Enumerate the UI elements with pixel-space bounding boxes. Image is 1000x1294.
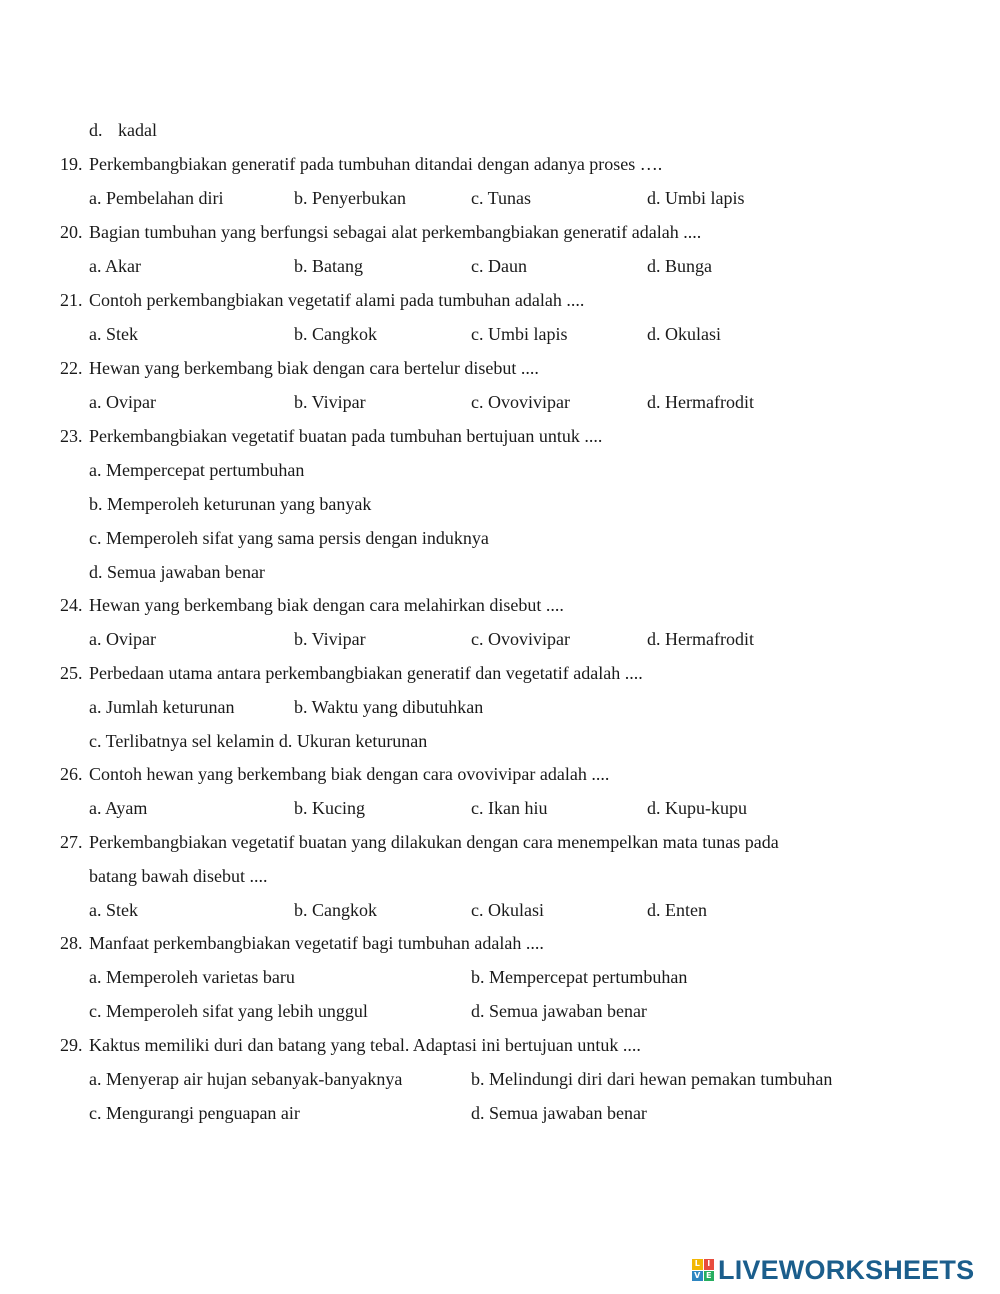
options-22 — [0, 385, 1000, 419]
option-c[interactable]: c. Umbi lapis — [471, 324, 568, 344]
question-text: Contoh perkembangbiakan vegetatif alami pada tumbuhan adalah .... — [89, 290, 585, 310]
option-b[interactable]: b. Waktu yang dibutuhkan — [294, 697, 484, 717]
options-20 — [0, 249, 1000, 283]
option-d[interactable]: d. Okulasi — [647, 324, 721, 344]
option-c[interactable]: c. Daun — [471, 256, 527, 276]
option-line — [0, 555, 1000, 589]
option-c[interactable]: c. Ovovivipar — [471, 629, 570, 649]
question-number: 22. — [60, 358, 83, 378]
liveworksheets-logo-icon — [692, 1259, 714, 1281]
question-24 — [0, 588, 1000, 622]
option-a[interactable]: a. Jumlah keturunan — [89, 697, 235, 717]
logo-text: LIVEWORKSHEETS — [718, 1254, 975, 1285]
option-line — [0, 113, 1000, 147]
logo-icon-cell: V — [692, 1271, 703, 1282]
question-23 — [0, 419, 1000, 453]
question-28 — [0, 926, 1000, 960]
liveworksheets-logo[interactable] — [692, 1254, 974, 1286]
question-text: Hewan yang berkembang biak dengan cara bertelur disebut .... — [89, 358, 539, 378]
question-19 — [0, 147, 1000, 181]
option-a[interactable]: a. Menyerap air hujan sebanyak-banyaknya — [89, 1069, 403, 1089]
question-text: Perbedaan utama antara perkembangbiakan generatif dan vegetatif adalah .... — [89, 663, 643, 683]
options-27 — [0, 893, 1000, 927]
option-a[interactable]: a. Ovipar — [89, 392, 156, 412]
option-c[interactable]: c. Ovovivipar — [471, 392, 570, 412]
option-d[interactable]: d. Semua jawaban benar — [471, 1103, 647, 1123]
option-a[interactable]: a. Memperoleh varietas baru — [89, 967, 295, 987]
question-text: Perkembangbiakan vegetatif buatan yang dilakukan dengan cara menempelkan mata tunas pada — [89, 832, 779, 852]
option-b[interactable]: b. Vivipar — [294, 392, 366, 412]
option-b[interactable]: b. Penyerbukan — [294, 188, 406, 208]
option-d[interactable]: d. Bunga — [647, 256, 712, 276]
option-d[interactable]: d. Kupu-kupu — [647, 798, 747, 818]
question-number: 20. — [60, 222, 83, 242]
options-24 — [0, 622, 1000, 656]
question-number: 28. — [60, 933, 83, 953]
question-text: Contoh hewan yang berkembang biak dengan cara ovovivipar adalah .... — [89, 764, 610, 784]
option-text: kadal — [118, 120, 157, 140]
question-text-continued: batang bawah disebut .... — [89, 866, 268, 886]
option-d[interactable]: d. Hermafrodit — [647, 392, 754, 412]
question-25 — [0, 656, 1000, 690]
logo-icon-cell: I — [704, 1259, 715, 1270]
question-text: Hewan yang berkembang biak dengan cara melahirkan disebut .... — [89, 595, 564, 615]
option-a[interactable]: a. Akar — [89, 256, 141, 276]
option-b[interactable]: b. Mempercepat pertumbuhan — [471, 967, 688, 987]
question-number: 19. — [60, 154, 83, 174]
question-number: 29. — [60, 1035, 83, 1055]
options-29-row2 — [0, 1096, 1000, 1130]
option-d[interactable]: d. Umbi lapis — [647, 188, 745, 208]
options-28 — [0, 960, 1000, 994]
option-b[interactable]: b. Batang — [294, 256, 363, 276]
question-text: Perkembangbiakan generatif pada tumbuhan ditandai dengan adanya proses …. — [89, 154, 663, 174]
question-29 — [0, 1028, 1000, 1062]
question-27 — [0, 825, 1000, 859]
option-c[interactable]: c. Mengurangi penguapan air — [89, 1103, 300, 1123]
option-d[interactable]: d. Enten — [647, 900, 707, 920]
option-d[interactable]: d. Hermafrodit — [647, 629, 754, 649]
option-b[interactable]: b. Memperoleh keturunan yang banyak — [89, 494, 372, 514]
option-a[interactable]: a. Pembelahan diri — [89, 188, 224, 208]
options-26 — [0, 791, 1000, 825]
question-text: Manfaat perkembangbiakan vegetatif bagi tumbuhan adalah .... — [89, 933, 544, 953]
option-c[interactable]: c. Okulasi — [471, 900, 544, 920]
option-c[interactable]: c. Terlibatnya sel kelamin d. Ukuran keturunan — [89, 731, 428, 751]
options-19 — [0, 181, 1000, 215]
question-number: 26. — [60, 764, 83, 784]
option-a[interactable]: a. Ayam — [89, 798, 148, 818]
option-a[interactable]: a. Mempercepat pertumbuhan — [89, 460, 305, 480]
question-number: 24. — [60, 595, 83, 615]
option-a[interactable]: a. Stek — [89, 324, 138, 344]
option-b[interactable]: b. Melindungi diri dari hewan pemakan tumbuhan — [471, 1069, 833, 1089]
option-line — [0, 453, 1000, 487]
question-27-cont — [0, 859, 1000, 893]
question-text: Perkembangbiakan vegetatif buatan pada tumbuhan bertujuan untuk .... — [89, 426, 603, 446]
question-number: 27. — [60, 832, 83, 852]
options-21 — [0, 317, 1000, 351]
option-a[interactable]: a. Stek — [89, 900, 138, 920]
option-line — [0, 487, 1000, 521]
question-20 — [0, 215, 1000, 249]
options-25 — [0, 690, 1000, 724]
options-29 — [0, 1062, 1000, 1096]
option-b[interactable]: b. Kucing — [294, 798, 365, 818]
logo-icon-cell: E — [704, 1271, 715, 1282]
option-line — [0, 521, 1000, 555]
question-21 — [0, 283, 1000, 317]
option-b[interactable]: b. Cangkok — [294, 900, 377, 920]
option-c[interactable]: c. Memperoleh sifat yang sama persis dengan induknya — [89, 528, 489, 548]
option-letter: d. — [89, 120, 103, 140]
question-text: Bagian tumbuhan yang berfungsi sebagai alat perkembangbiakan generatif adalah .... — [89, 222, 702, 242]
option-d[interactable]: d. Semua jawaban benar — [89, 562, 265, 582]
question-number: 23. — [60, 426, 83, 446]
question-text: Kaktus memiliki duri dan batang yang tebal. Adaptasi ini bertujuan untuk .... — [89, 1035, 641, 1055]
question-number: 21. — [60, 290, 83, 310]
option-d[interactable]: d. Semua jawaban benar — [471, 1001, 647, 1021]
option-a[interactable]: a. Ovipar — [89, 629, 156, 649]
option-c[interactable]: c. Tunas — [471, 188, 532, 208]
option-c[interactable]: c. Ikan hiu — [471, 798, 548, 818]
option-b[interactable]: b. Vivipar — [294, 629, 366, 649]
question-26 — [0, 757, 1000, 791]
question-22 — [0, 351, 1000, 385]
option-c[interactable]: c. Memperoleh sifat yang lebih unggul — [89, 1001, 368, 1021]
question-number: 25. — [60, 663, 83, 683]
logo-icon-cell: L — [692, 1259, 703, 1270]
options-28-row2 — [0, 994, 1000, 1028]
options-25-row2 — [0, 724, 1000, 758]
option-b[interactable]: b. Cangkok — [294, 324, 377, 344]
